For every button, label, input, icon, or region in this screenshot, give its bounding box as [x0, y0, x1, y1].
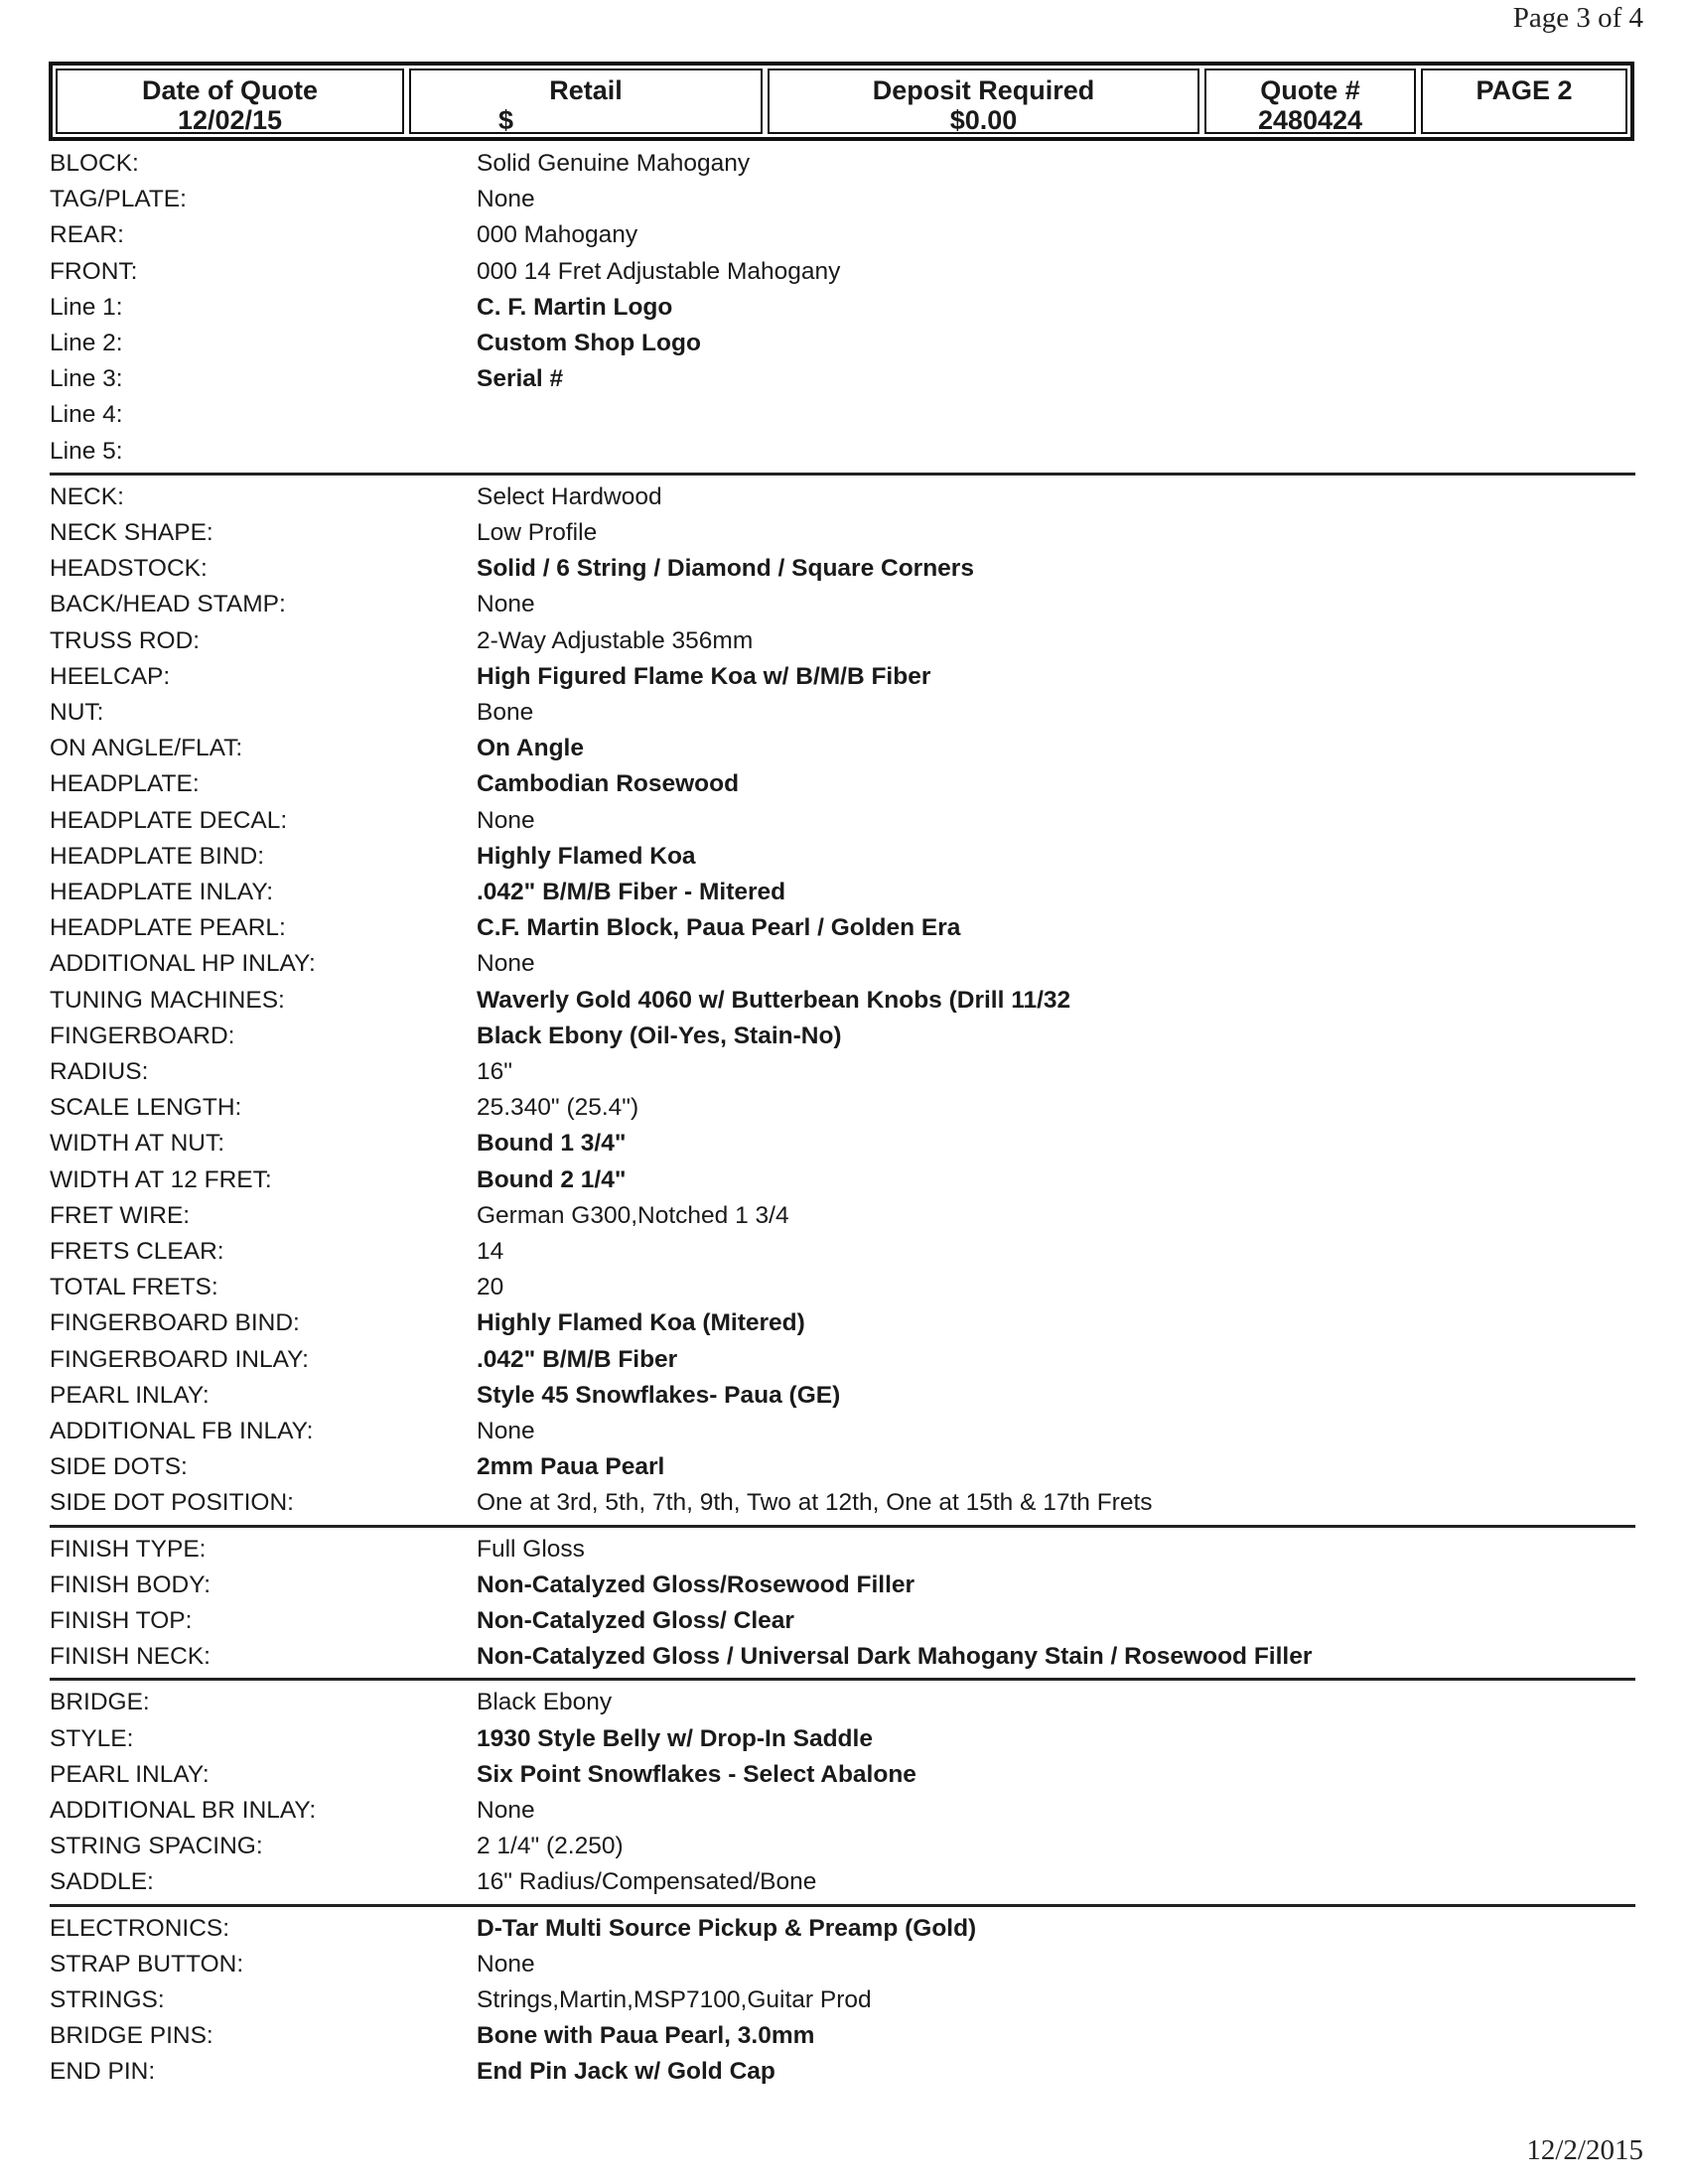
retail-label: Retail [549, 75, 623, 105]
spec-value: 2mm Paua Pearl [477, 1453, 665, 1481]
spec-label: NUT: [50, 699, 104, 726]
spec-value: 2-Way Adjustable 356mm [477, 626, 754, 654]
spec-value: Highly Flamed Koa [477, 842, 696, 870]
quote-number-cell [1204, 68, 1416, 134]
page-label: PAGE 2 [1476, 75, 1573, 105]
spec-label: ON ANGLE/FLAT: [50, 735, 243, 762]
quote-number-label: Quote # [1260, 75, 1360, 105]
retail-cell [409, 68, 763, 134]
deposit-label: Deposit Required [872, 75, 1095, 105]
page-number: Page 3 of 4 [1512, 2, 1643, 34]
spec-value: Style 45 Snowflakes- Paua (GE) [477, 1381, 841, 1409]
spec-value: Full Gloss [477, 1535, 585, 1563]
spec-value: Bone with Paua Pearl, 3.0mm [477, 2022, 815, 2050]
spec-label: SCALE LENGTH: [50, 1094, 242, 1122]
spec-label: FINISH TYPE: [50, 1535, 207, 1563]
spec-label: BRIDGE PINS: [50, 2022, 213, 2050]
spec-value: 16" Radius/Compensated/Bone [477, 1868, 817, 1896]
spec-value: None [477, 1950, 535, 1978]
spec-value: 000 14 Fret Adjustable Mahogany [477, 257, 841, 285]
spec-label: BLOCK: [50, 150, 139, 177]
spec-label: RADIUS: [50, 1058, 149, 1085]
spec-value: On Angle [477, 735, 584, 762]
spec-value: German G300,Notched 1 3/4 [477, 1201, 789, 1229]
spec-label: ADDITIONAL HP INLAY: [50, 950, 316, 978]
spec-label: FINGERBOARD: [50, 1022, 235, 1049]
spec-label: PEARL INLAY: [50, 1381, 210, 1409]
date-of-quote-value: 12/02/15 [177, 105, 283, 135]
spec-value: Bone [477, 699, 534, 726]
spec-value: None [477, 1418, 535, 1444]
spec-label: BACK/HEAD STAMP: [50, 591, 286, 618]
spec-value: Solid / 6 String / Diamond / Square Corners [477, 555, 974, 583]
spec-label: BRIDGE: [50, 1689, 150, 1716]
spec-value: C. F. Martin Logo [477, 293, 673, 321]
spec-value: D-Tar Multi Source Pickup & Preamp (Gold) [477, 1914, 977, 1942]
spec-label: PEARL INLAY: [50, 1760, 210, 1788]
footer-date: 12/2/2015 [1526, 2134, 1643, 2166]
spec-value: 14 [477, 1238, 504, 1265]
section-divider [50, 1525, 1635, 1528]
spec-label: HEELCAP: [50, 662, 171, 690]
spec-label: WIDTH AT 12 FRET: [50, 1165, 272, 1193]
spec-label: HEADPLATE DECAL: [50, 806, 288, 834]
spec-label: FINGERBOARD BIND: [50, 1309, 300, 1337]
spec-label: STYLE: [50, 1724, 134, 1752]
spec-label: NECK SHAPE: [50, 519, 213, 546]
spec-label: FINISH TOP: [50, 1607, 193, 1634]
spec-value: 25.340" (25.4") [477, 1094, 639, 1122]
spec-value: Custom Shop Logo [477, 330, 701, 356]
spec-label: TOTAL FRETS: [50, 1274, 218, 1301]
spec-label: Line 5: [50, 437, 123, 465]
spec-value: Black Ebony [477, 1689, 613, 1716]
spec-value: High Figured Flame Koa w/ B/M/B Fiber [477, 662, 931, 690]
spec-label: Line 1: [50, 293, 123, 321]
spec-label: STRINGS: [50, 1986, 165, 2013]
spec-value: Bound 2 1/4" [477, 1165, 627, 1193]
spec-label: HEADPLATE BIND: [50, 842, 265, 870]
spec-value: One at 3rd, 5th, 7th, 9th, Two at 12th, One at 15th & 17th Frets [477, 1489, 1153, 1517]
spec-value: 20 [477, 1274, 504, 1301]
spec-value: Select Hardwood [477, 482, 662, 510]
spec-label: REAR: [50, 221, 124, 249]
spec-value: None [477, 591, 535, 618]
deposit-cell [768, 68, 1199, 134]
spec-label: FRONT: [50, 257, 138, 285]
spec-value: None [477, 806, 535, 834]
spec-label: Line 2: [50, 330, 123, 356]
spec-value: Non-Catalyzed Gloss / Universal Dark Mahogany Stain / Rosewood Filler [477, 1643, 1313, 1671]
spec-value: None [477, 950, 535, 978]
spec-label: SADDLE: [50, 1868, 154, 1896]
spec-value: None [477, 186, 535, 213]
spec-label: HEADPLATE PEARL: [50, 914, 286, 942]
page-label-cell [1421, 68, 1627, 134]
spec-label: TUNING MACHINES: [50, 986, 285, 1014]
spec-label: STRAP BUTTON: [50, 1950, 244, 1978]
spec-value: 2 1/4" (2.250) [477, 1833, 624, 1860]
spec-value: .042" B/M/B Fiber - Mitered [477, 879, 786, 905]
spec-value: Non-Catalyzed Gloss/Rosewood Filler [477, 1570, 915, 1598]
spec-value: 16" [477, 1058, 512, 1085]
spec-label: WIDTH AT NUT: [50, 1130, 225, 1158]
spec-label: ADDITIONAL BR INLAY: [50, 1797, 317, 1824]
quote-header [49, 62, 1634, 141]
spec-label: FRETS CLEAR: [50, 1238, 224, 1265]
spec-value: 000 Mahogany [477, 221, 638, 249]
spec-label: STRING SPACING: [50, 1833, 263, 1860]
section-divider [50, 473, 1635, 476]
spec-label: Line 3: [50, 365, 123, 393]
spec-value: Bound 1 3/4" [477, 1130, 627, 1158]
spec-label: FINISH NECK: [50, 1643, 211, 1671]
spec-value: Solid Genuine Mahogany [477, 150, 751, 177]
spec-label: ADDITIONAL FB INLAY: [50, 1418, 314, 1444]
spec-label: HEADSTOCK: [50, 555, 208, 583]
spec-label: FINGERBOARD INLAY: [50, 1345, 309, 1373]
spec-value: None [477, 1797, 535, 1824]
spec-value: Black Ebony (Oil-Yes, Stain-No) [477, 1022, 842, 1049]
spec-label: FRET WIRE: [50, 1201, 191, 1229]
spec-label: HEADPLATE: [50, 770, 200, 798]
spec-value: Highly Flamed Koa (Mitered) [477, 1309, 805, 1337]
deposit-value: $0.00 [949, 105, 1018, 135]
section-divider [50, 1904, 1635, 1907]
date-of-quote-cell [56, 68, 404, 134]
spec-value: 1930 Style Belly w/ Drop-In Saddle [477, 1724, 873, 1752]
spec-value: Low Profile [477, 519, 598, 546]
date-of-quote-label: Date of Quote [141, 75, 318, 105]
spec-label: FINISH BODY: [50, 1570, 211, 1598]
spec-value: End Pin Jack w/ Gold Cap [477, 2058, 775, 2086]
spec-value: Strings,Martin,MSP7100,Guitar Prod [477, 1986, 872, 2013]
retail-value: $ [498, 105, 514, 135]
spec-label: NECK: [50, 482, 124, 510]
spec-value: Waverly Gold 4060 w/ Butterbean Knobs (Drill 11/32 [477, 986, 1071, 1014]
spec-value: Non-Catalyzed Gloss/ Clear [477, 1607, 794, 1634]
spec-value: Serial # [477, 365, 564, 393]
spec-label: SIDE DOTS: [50, 1453, 188, 1481]
section-divider [50, 1678, 1635, 1681]
spec-value: .042" B/M/B Fiber [477, 1345, 678, 1373]
quote-number-value: 2480424 [1257, 105, 1363, 135]
spec-value: C.F. Martin Block, Paua Pearl / Golden Era [477, 914, 961, 942]
spec-value: Cambodian Rosewood [477, 770, 740, 798]
spec-label: SIDE DOT POSITION: [50, 1489, 294, 1517]
spec-label: Line 4: [50, 401, 123, 429]
spec-value: Six Point Snowflakes - Select Abalone [477, 1760, 916, 1788]
spec-label: END PIN: [50, 2058, 156, 2086]
spec-label: TRUSS ROD: [50, 626, 201, 654]
spec-label: HEADPLATE INLAY: [50, 879, 274, 905]
spec-label: TAG/PLATE: [50, 186, 187, 213]
spec-label: ELECTRONICS: [50, 1914, 230, 1942]
